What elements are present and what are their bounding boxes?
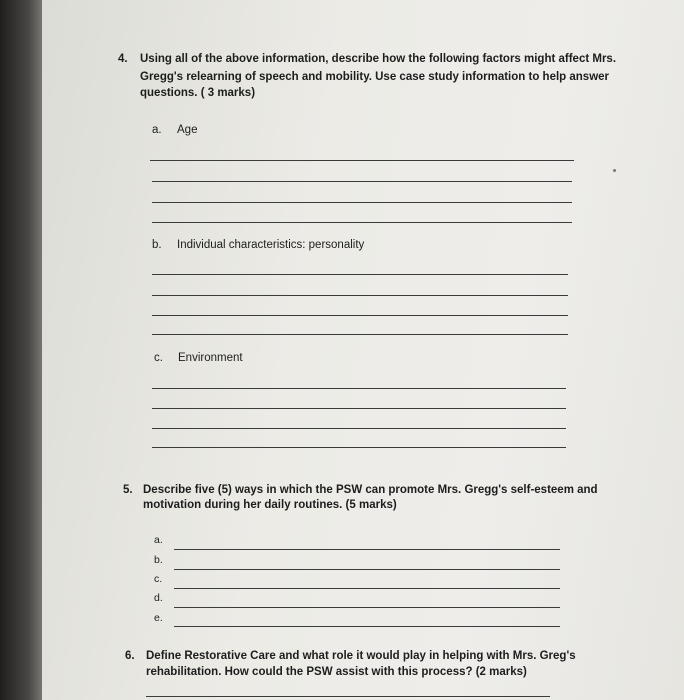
- q4-text-line3: questions. ( 3 marks): [140, 87, 256, 99]
- answer-line[interactable]: [152, 202, 572, 203]
- q4-part-b-label: Individual characteristics: personality: [177, 239, 365, 251]
- answer-line[interactable]: [152, 428, 566, 429]
- q5-letter-d: d.: [154, 592, 163, 604]
- answer-line[interactable]: [174, 588, 560, 589]
- q6-text-line2: rehabilitation. How could the PSW assist with this process? (2 marks): [146, 666, 527, 678]
- q5-letter-c: c.: [154, 573, 163, 585]
- answer-line[interactable]: [152, 181, 572, 182]
- answer-line[interactable]: [152, 334, 568, 335]
- worksheet-page: [42, 0, 684, 700]
- answer-line[interactable]: [152, 315, 568, 316]
- q6-text-line1: Define Restorative Care and what role it would play in helping with Mrs. Greg's: [146, 650, 576, 662]
- paper-mark: [613, 169, 616, 172]
- q5-letter-a: a.: [154, 534, 163, 546]
- q4-text-line2: Gregg's relearning of speech and mobility. Use case study information to help answer: [140, 71, 610, 83]
- photo-dark-edge: [0, 0, 48, 700]
- answer-line[interactable]: [174, 549, 560, 550]
- q4-part-a-letter: a.: [152, 124, 162, 136]
- q5-letter-b: b.: [154, 554, 163, 566]
- q4-part-a-label: Age: [177, 124, 198, 136]
- q6-number: 6.: [125, 650, 135, 662]
- answer-line[interactable]: [152, 447, 566, 448]
- answer-line[interactable]: [174, 569, 560, 570]
- q5-letter-e: e.: [154, 612, 163, 624]
- answer-line[interactable]: [152, 408, 566, 409]
- answer-line[interactable]: [152, 295, 568, 296]
- q4-part-b-letter: b.: [152, 239, 162, 251]
- q5-number: 5.: [123, 484, 133, 496]
- q4-text-line1: Using all of the above information, describe how the following factors might affect Mrs.: [140, 53, 617, 65]
- answer-line[interactable]: [152, 388, 566, 389]
- answer-line[interactable]: [174, 626, 560, 627]
- q5-text-line2: motivation during her daily routines. (5 marks): [143, 499, 397, 511]
- answer-line[interactable]: [174, 607, 560, 608]
- q4-number: 4.: [118, 53, 128, 65]
- answer-line[interactable]: [146, 696, 550, 697]
- q4-part-c-label: Environment: [178, 352, 243, 364]
- q4-part-c-letter: c.: [154, 352, 163, 364]
- answer-line[interactable]: [152, 274, 568, 275]
- answer-line[interactable]: [152, 222, 572, 223]
- answer-line[interactable]: [150, 160, 574, 161]
- q5-text-line1: Describe five (5) ways in which the PSW can promote Mrs. Gregg's self-esteem and: [143, 484, 598, 496]
